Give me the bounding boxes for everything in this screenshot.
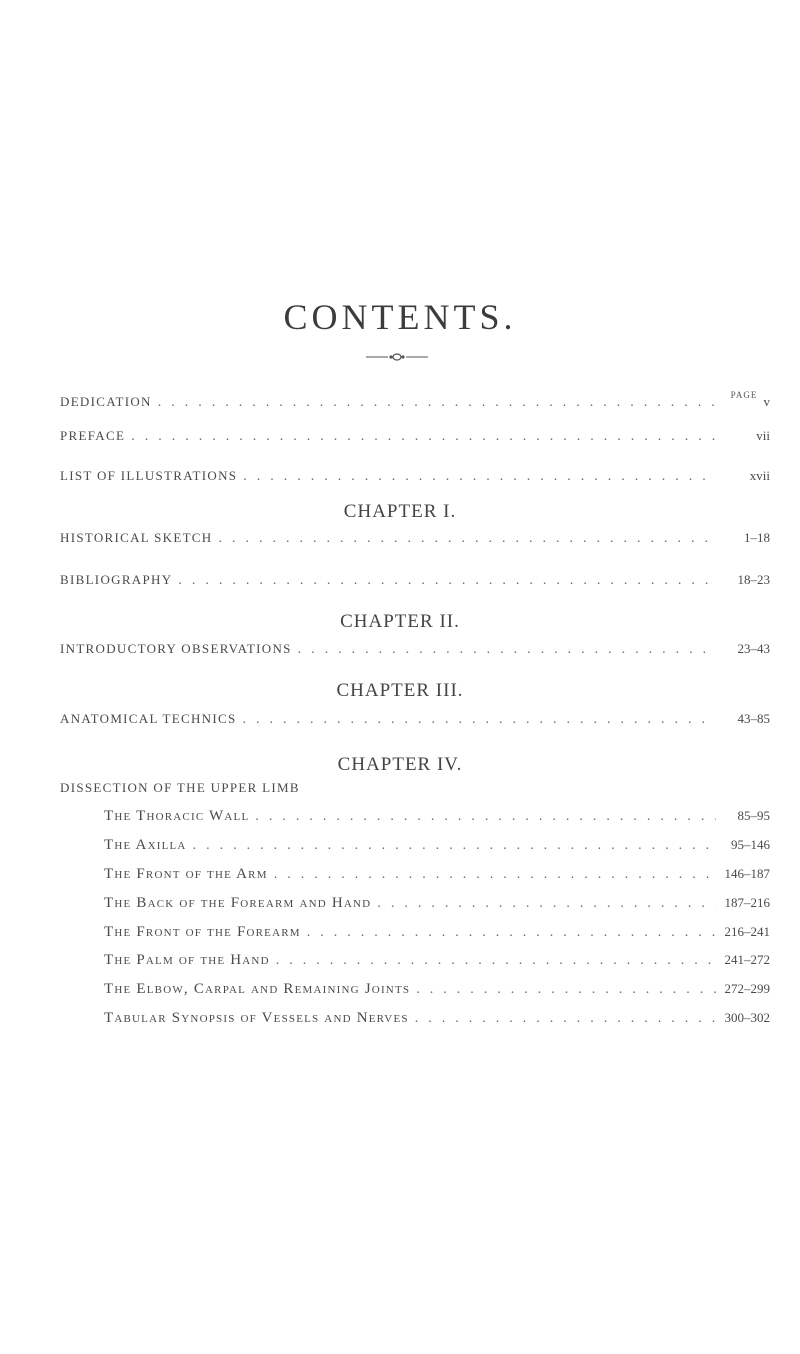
toc-entry-list-of-illustrations <box>60 468 770 488</box>
dot-leader <box>243 469 716 485</box>
toc-entry-page: 300–302 <box>724 1010 770 1025</box>
dot-leader <box>415 1011 716 1027</box>
page-column-heading: PAGE <box>730 390 758 400</box>
dot-leader <box>255 809 716 825</box>
toc-entry-label: The Front of the Arm <box>104 866 268 882</box>
toc-entry-page: 95–146 <box>731 837 770 852</box>
toc-entry-elbow-carpal-joints <box>104 981 770 1001</box>
toc-entry-back-of-forearm-and-hand <box>104 895 770 915</box>
chapter-heading-4: CHAPTER IV. <box>337 754 463 775</box>
dot-leader <box>298 642 716 658</box>
toc-entry-page: 187–216 <box>724 895 770 910</box>
dot-leader <box>276 953 716 969</box>
dot-leader <box>243 712 717 728</box>
title-ornament <box>366 352 428 362</box>
dot-leader <box>178 573 716 589</box>
toc-entry-palm-of-hand <box>104 952 770 972</box>
toc-entry-page: 18–23 <box>737 572 770 587</box>
toc-entry-tabular-synopsis <box>104 1010 770 1030</box>
toc-entry-anatomical-technics <box>60 711 770 731</box>
toc-entry-label: The Palm of the Hand <box>104 952 270 968</box>
toc-entry-dedication <box>60 394 770 414</box>
toc-entry-page: 43–85 <box>737 711 770 726</box>
toc-entry-historical-sketch <box>60 530 770 550</box>
chapter-heading-1: CHAPTER I. <box>343 501 457 522</box>
toc-entry-label: The Back of the Forearm and Hand <box>104 895 372 911</box>
dot-leader <box>218 531 716 547</box>
toc-entry-label: The Thoracic Wall <box>104 808 250 824</box>
toc-entry-axilla <box>104 837 770 857</box>
toc-entry-label: INTRODUCTORY OBSERVATIONS <box>60 641 292 656</box>
toc-entry-front-of-arm <box>104 866 770 886</box>
toc-entry-page: 241–272 <box>724 952 770 967</box>
dot-leader <box>307 925 716 941</box>
toc-entry-label: The Elbow, Carpal and Remaining Joints <box>104 981 411 997</box>
page-title: CONTENTS. <box>283 297 517 337</box>
toc-entry-label: PREFACE <box>60 428 126 443</box>
toc-entry-label: DEDICATION <box>60 394 152 409</box>
toc-entry-page: vii <box>756 428 770 443</box>
toc-entry-label: Tabular Synopsis of Vessels and Nerves <box>104 1010 409 1026</box>
chapter-heading-2: CHAPTER II. <box>340 611 460 632</box>
dot-leader <box>158 395 716 411</box>
toc-entry-page: 23–43 <box>737 641 770 656</box>
dot-leader <box>416 982 716 998</box>
toc-entry-label: ANATOMICAL TECHNICS <box>60 711 237 726</box>
toc-entry-label: HISTORICAL SKETCH <box>60 530 213 545</box>
dot-leader <box>274 867 716 883</box>
toc-entry-page: xvii <box>749 468 770 483</box>
toc-entry-introductory-observations <box>60 641 770 661</box>
dot-leader <box>193 838 716 854</box>
toc-entry-page: v <box>763 394 770 409</box>
toc-entry-page: 272–299 <box>724 981 770 996</box>
toc-entry-label: The Axilla <box>104 837 187 853</box>
toc-entry-label: BIBLIOGRAPHY <box>60 572 173 587</box>
toc-entry-page: 1–18 <box>744 530 770 545</box>
dot-leader <box>131 429 716 445</box>
toc-entry-page: 216–241 <box>724 924 770 939</box>
chapter-heading-3: CHAPTER III. <box>336 680 464 701</box>
dot-leader <box>377 896 716 912</box>
toc-entry-label: LIST OF ILLUSTRATIONS <box>60 468 238 483</box>
toc-entry-thoracic-wall <box>104 808 770 828</box>
section-heading-upper-limb: DISSECTION OF THE UPPER LIMB <box>60 780 300 795</box>
toc-entry-front-of-forearm <box>104 924 770 944</box>
toc-entry-label: The Front of the Forearm <box>104 924 301 940</box>
toc-entry-bibliography <box>60 572 770 592</box>
toc-entry-page: 85–95 <box>737 808 770 823</box>
toc-entry-page: 146–187 <box>724 866 770 881</box>
toc-entry-preface <box>60 428 770 448</box>
